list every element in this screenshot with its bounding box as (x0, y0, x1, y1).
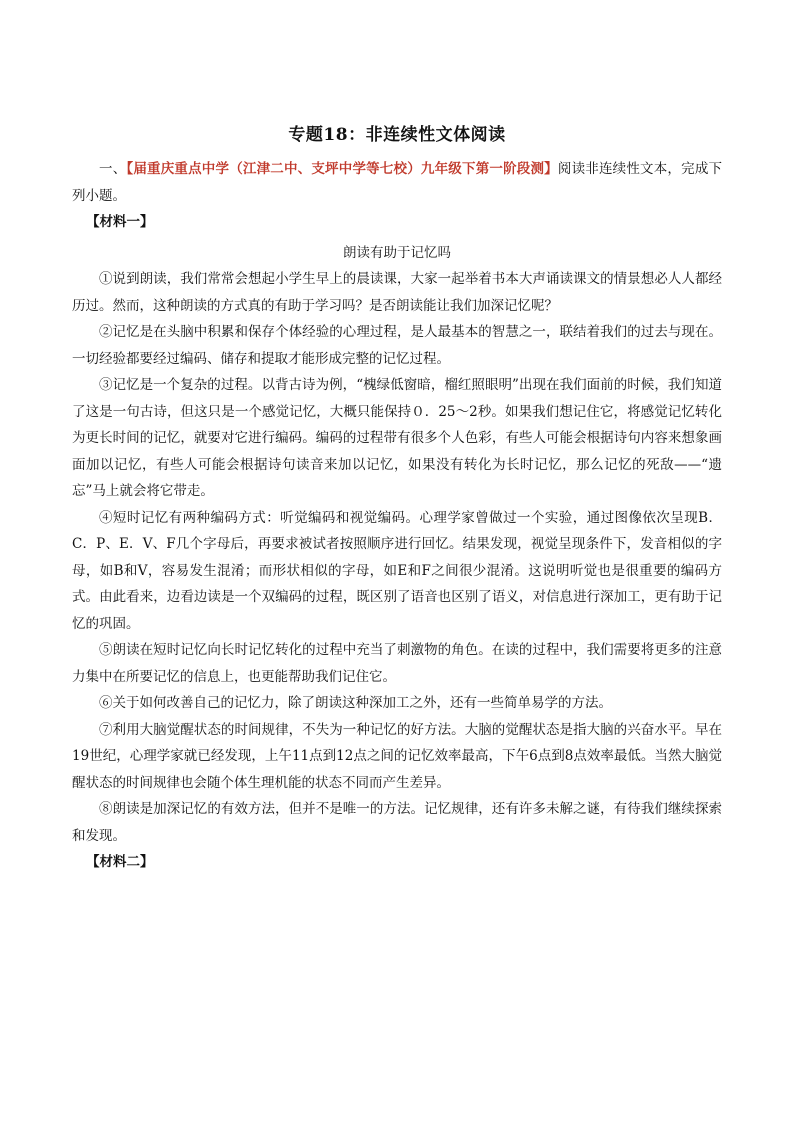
material-one-label: 【材料一】 (86, 214, 154, 230)
paragraph: ④短时记忆有两种编码方式：听觉编码和视觉编码。心理学家曾做过一个实验，通过图像依次呈现B．C．P、E．V、F几个字母后，再要求被试者按照顺序进行回忆。结果发现，视觉呈现条件下，发音相似的字母，如B和V，容易发生混淆；而形状相似的字母，如E和F之间很少混淆。这说明听觉也是很重要的编码方式。由此看来，边看边读是一个双编码的过程，既区别了语音也区别了语义，对信息进行深加工，更有助于记忆的巩固。 (72, 509, 722, 632)
paragraph: ⑦利用大脑觉醒状态的时间规律，不失为一种记忆的好方法。大脑的觉醒状态是指大脑的兴奋水平。早在19世纪，心理学家就已经发现，上午11点到12点之间的记忆效率最高，下午6点到8点效率最低。当然大脑觉醒状态的时间规律也会随个体生理机能的状态不同而产生差异。 (72, 721, 722, 791)
paragraph: ⑧朗读是加深记忆的有效方法，但并不是唯一的方法。记忆规律，还有许多未解之谜，有待我们继续探索和发现。 (72, 801, 722, 844)
document-body (72, 156, 722, 876)
question-intro (72, 156, 722, 209)
page-title: 专题18：非连续性文体阅读 (288, 125, 506, 145)
article-title: 朗读有助于记忆吗 (343, 244, 451, 261)
material-two-label: 【材料二】 (86, 854, 154, 870)
paragraph: ⑥关于如何改善自己的记忆力，除了朗读这种深加工之外，还有一些简单易学的方法。 (99, 695, 612, 711)
question-number: 一、 (99, 161, 127, 177)
question-source: 【届重庆重点中学（江津二中、支坪中学等七校）九年级下第一阶段测】 (126, 161, 558, 177)
paragraph: ③记忆是一个复杂的过程。以背古诗为例，“槐绿低窗暗，榴红照眼明”出现在我们面前的时候，我们知道了这是一句古诗，但这只是一个感觉记忆，大概只能保持０．25～2秒。如果我们想记住它，将感觉记忆转化为更长时间的记忆，就要对它进行编码。编码的过程带有很多个人色彩，有些人可能会根据诗句内容来想象画面加以记忆，有些人可能会根据诗句读音来加以记忆，如果没有转化为长时记忆，那么记忆的死敌——“遗忘”马上就会将它带走。 (72, 377, 722, 499)
paragraph: ②记忆是在头脑中积累和保存个体经验的心理过程，是人最基本的智慧之一，联结着我们的过去与现在。一切经验都要经过编码、储存和提取才能形成完整的记忆过程。 (72, 324, 722, 367)
paragraph: ⑤朗读在短时记忆向长时记忆转化的过程中充当了刺激物的角色。在读的过程中，我们需要将更多的注意力集中在所要记忆的信息上，也更能帮助我们记住它。 (72, 642, 722, 685)
question-instruction: 阅读非连续性文本，完成下列小题。 (72, 161, 723, 204)
paragraph: ①说到朗读，我们常常会想起小学生早上的晨读课，大家一起举着书本大声诵读课文的情景想必人人都经历过。然而，这种朗读的方式真的有助于学习吗？是否朗读能让我们加深记忆呢？ (72, 271, 722, 314)
